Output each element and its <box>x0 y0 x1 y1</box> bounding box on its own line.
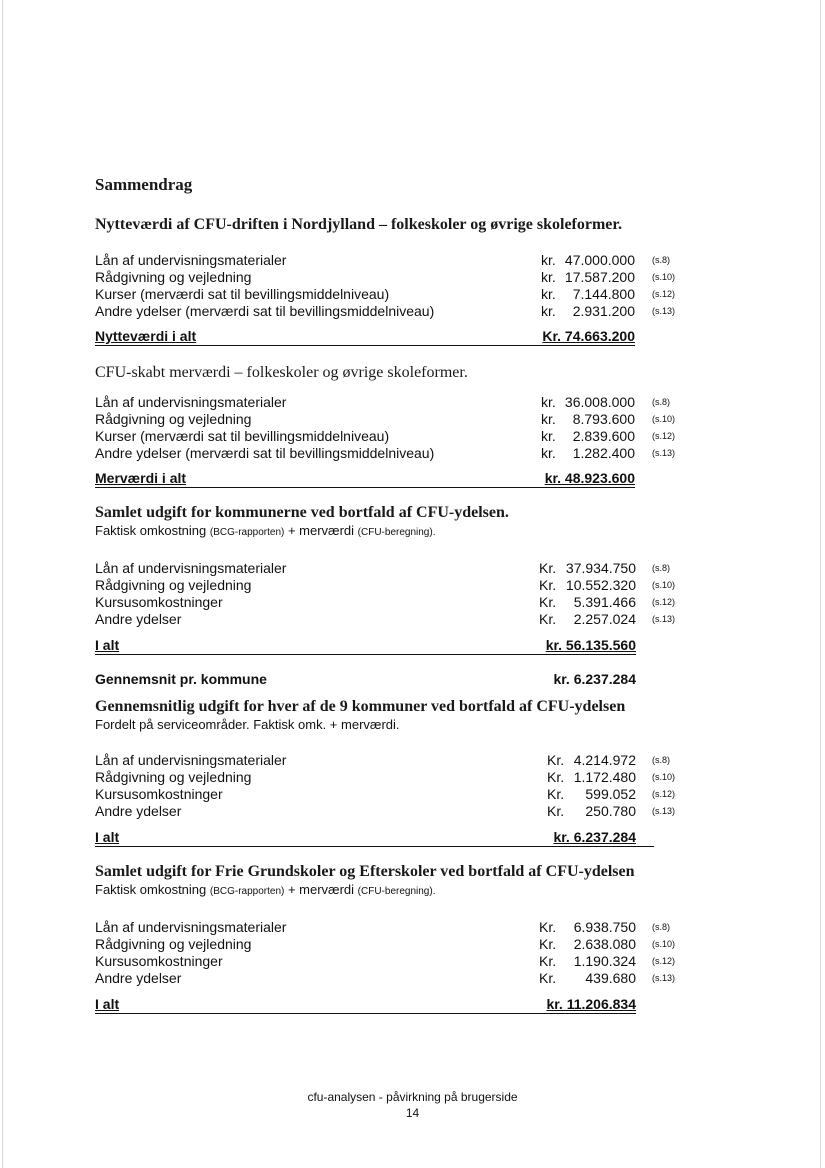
total-underline <box>95 654 636 655</box>
table-row <box>95 953 676 970</box>
row-currency: kr. <box>541 269 556 285</box>
table-row <box>95 411 676 428</box>
table-row <box>95 970 676 987</box>
page-number: 14 <box>405 1106 420 1120</box>
total-row <box>95 470 635 488</box>
subtitle-source: (BCG-rapporten) <box>209 527 285 538</box>
total-label: Nytteværdi i alt <box>95 328 197 344</box>
row-page-ref: (s.13) <box>652 614 676 624</box>
row-currency: Kr. <box>539 611 557 627</box>
row-amount: 8.793.600 <box>572 411 635 427</box>
value-list <box>95 919 676 987</box>
row-page-ref: (s.12) <box>652 431 676 441</box>
row-amount: 4.214.972 <box>573 752 636 768</box>
row-label: Andre ydelser <box>95 611 182 627</box>
row-currency: Kr. <box>539 970 557 986</box>
row-amount: 2.257.024 <box>573 611 636 627</box>
row-currency: Kr. <box>547 769 565 785</box>
row-label: Lån af undervisningsmaterialer <box>95 919 287 935</box>
total-amount: kr. 11.206.834 <box>546 996 636 1012</box>
row-amount: 439.680 <box>585 970 636 986</box>
total-underline <box>95 1013 636 1014</box>
table-row <box>95 611 676 628</box>
table-row <box>95 919 670 936</box>
row-page-ref: (s.13) <box>652 806 676 816</box>
row-amount: 250.780 <box>585 803 636 819</box>
table-row <box>95 428 676 445</box>
section-title: CFU-skabt merværdi – folkeskoler og øvrige skoleformer. <box>95 364 468 381</box>
row-amount: 2.638.080 <box>573 936 636 952</box>
section-added-value <box>95 363 676 488</box>
page-title: Sammendrag <box>95 175 193 194</box>
value-list <box>95 560 676 628</box>
row-page-ref: (s.10) <box>652 580 676 590</box>
total-label: I alt <box>95 829 120 845</box>
row-currency: Kr. <box>539 936 557 952</box>
row-page-ref: (s.8) <box>652 755 670 765</box>
row-amount: 5.391.466 <box>573 594 636 610</box>
subtitle-part: + merværdi <box>284 523 358 538</box>
average-row <box>95 671 636 689</box>
table-row <box>95 252 670 269</box>
average-amount: kr. 6.237.284 <box>553 671 636 687</box>
value-list <box>95 394 676 462</box>
row-amount: 599.052 <box>585 786 636 802</box>
table-row <box>95 560 670 577</box>
value-list <box>95 252 676 320</box>
table-row <box>95 577 676 594</box>
total-amount: kr. 6.237.284 <box>553 829 636 845</box>
page-footer <box>0 1089 825 1121</box>
row-label: Rådgivning og vejledning <box>95 411 252 427</box>
section-subtitle: Fordelt på serviceområder. Faktisk omk. + merværdi. <box>95 717 400 732</box>
total-underline <box>95 487 635 488</box>
total-label: I alt <box>95 996 120 1012</box>
total-row <box>95 637 636 655</box>
table-row <box>95 286 676 303</box>
section-subtitle <box>95 523 636 541</box>
row-page-ref: (s.10) <box>652 414 676 424</box>
section-utility-value <box>95 215 676 346</box>
row-page-ref: (s.10) <box>652 272 676 282</box>
row-currency: Kr. <box>539 577 557 593</box>
total-amount: Kr. 74.663.200 <box>542 328 635 344</box>
row-label: Rådgivning og vejledning <box>95 769 252 785</box>
row-amount: 47.000.000 <box>564 252 635 268</box>
section-title: Nytteværdi af CFU-driften i Nordjylland – folkeskoler og øvrige skoleformer. <box>95 216 623 233</box>
row-currency: Kr. <box>547 803 565 819</box>
row-label: Lån af undervisningsmaterialer <box>95 560 287 576</box>
row-page-ref: (s.12) <box>652 789 676 799</box>
total-amount: kr. 48.923.600 <box>544 470 635 486</box>
total-row <box>95 829 636 847</box>
table-row <box>95 303 676 320</box>
section-title: Samlet udgift for kommunerne ved bortfald af CFU-ydelsen. <box>95 504 509 521</box>
row-label: Andre ydelser <box>95 803 182 819</box>
row-currency: kr. <box>541 445 556 461</box>
row-page-ref: (s.12) <box>652 289 676 299</box>
section-average-per-municipality <box>95 697 676 847</box>
section-subtitle <box>95 882 636 900</box>
row-label: Rådgivning og vejledning <box>95 577 252 593</box>
row-currency: kr. <box>541 394 556 410</box>
row-page-ref: (s.8) <box>652 922 670 932</box>
row-page-ref: (s.8) <box>652 563 670 573</box>
table-row <box>95 936 676 953</box>
row-currency: Kr. <box>547 752 565 768</box>
row-label: Kursusomkostninger <box>95 786 223 802</box>
table-row <box>95 594 676 611</box>
subtitle-part: Faktisk omkostning <box>95 523 210 538</box>
summary-heading-block <box>95 175 655 195</box>
row-label: Andre ydelser (merværdi sat til bevillingsmiddelniveau) <box>95 445 435 461</box>
row-currency: kr. <box>541 252 556 268</box>
row-currency: Kr. <box>539 953 557 969</box>
row-amount: 1.190.324 <box>573 953 636 969</box>
row-currency: kr. <box>541 303 556 319</box>
row-page-ref: (s.12) <box>652 956 676 966</box>
row-page-ref: (s.10) <box>652 772 676 782</box>
row-currency: kr. <box>541 286 556 302</box>
footer-text: cfu-analysen - påvirkning på brugerside <box>307 1090 518 1104</box>
row-label: Lån af undervisningsmaterialer <box>95 752 287 768</box>
row-currency: kr. <box>541 428 556 444</box>
subtitle-source: (CFU-beregning). <box>357 527 436 538</box>
total-underline <box>95 846 654 847</box>
row-currency: Kr. <box>539 560 557 576</box>
row-page-ref: (s.13) <box>652 448 676 458</box>
total-underline <box>95 345 635 346</box>
total-label: Merværdi i alt <box>95 470 187 486</box>
total-row <box>95 328 635 346</box>
row-label: Kursusomkostninger <box>95 594 223 610</box>
total-row <box>95 996 636 1014</box>
row-currency: Kr. <box>539 919 557 935</box>
row-amount: 2.931.200 <box>572 303 635 319</box>
subtitle-part: + merværdi <box>284 882 358 897</box>
row-label: Kursusomkostninger <box>95 953 223 969</box>
table-row <box>95 786 676 803</box>
row-amount: 1.282.400 <box>572 445 635 461</box>
row-label: Rådgivning og vejledning <box>95 936 252 952</box>
row-amount: 17.587.200 <box>564 269 635 285</box>
table-row <box>95 769 676 786</box>
row-page-ref: (s.13) <box>652 973 676 983</box>
row-amount: 37.934.750 <box>565 560 636 576</box>
table-row <box>95 445 676 462</box>
section-title: Samlet udgift for Frie Grundskoler og Efterskoler ved bortfald af CFU-ydelsen <box>95 863 635 880</box>
row-currency: kr. <box>541 411 556 427</box>
total-amount: kr. 56.135.560 <box>545 637 636 653</box>
row-amount: 7.144.800 <box>572 286 635 302</box>
row-currency: Kr. <box>539 594 557 610</box>
row-label: Andre ydelser (merværdi sat til bevillingsmiddelniveau) <box>95 303 435 319</box>
row-amount: 1.172.480 <box>573 769 636 785</box>
table-row <box>95 269 676 286</box>
row-amount: 6.938.750 <box>573 919 636 935</box>
section-municipal-cost <box>95 503 676 689</box>
value-list <box>95 752 676 820</box>
row-currency: Kr. <box>547 786 565 802</box>
row-label: Lån af undervisningsmaterialer <box>95 394 287 410</box>
row-page-ref: (s.8) <box>652 255 670 265</box>
row-page-ref: (s.8) <box>652 397 670 407</box>
row-label: Kurser (merværdi sat til bevillingsmiddelniveau) <box>95 286 390 302</box>
row-page-ref: (s.13) <box>652 306 676 316</box>
row-amount: 10.552.320 <box>565 577 636 593</box>
scan-edge-left <box>2 0 3 1168</box>
subtitle-source: (CFU-beregning). <box>357 886 436 897</box>
row-label: Rådgivning og vejledning <box>95 269 252 285</box>
row-label: Lån af undervisningsmaterialer <box>95 252 287 268</box>
section-independent-schools-cost <box>95 862 676 1014</box>
subtitle-part: Faktisk omkostning <box>95 882 210 897</box>
row-amount: 2.839.600 <box>572 428 635 444</box>
row-page-ref: (s.10) <box>652 939 676 949</box>
scan-edge-right <box>820 0 821 1168</box>
average-label: Gennemsnit pr. kommune <box>95 671 267 687</box>
row-page-ref: (s.12) <box>652 597 676 607</box>
subtitle-source: (BCG-rapporten) <box>209 886 285 897</box>
total-label: I alt <box>95 637 120 653</box>
table-row <box>95 803 676 820</box>
table-row <box>95 752 670 769</box>
row-amount: 36.008.000 <box>564 394 635 410</box>
section-title: Gennemsnitlig udgift for hver af de 9 kommuner ved bortfald af CFU-ydelsen <box>95 698 626 715</box>
row-label: Kurser (merværdi sat til bevillingsmiddelniveau) <box>95 428 390 444</box>
row-label: Andre ydelser <box>95 970 182 986</box>
table-row <box>95 394 670 411</box>
